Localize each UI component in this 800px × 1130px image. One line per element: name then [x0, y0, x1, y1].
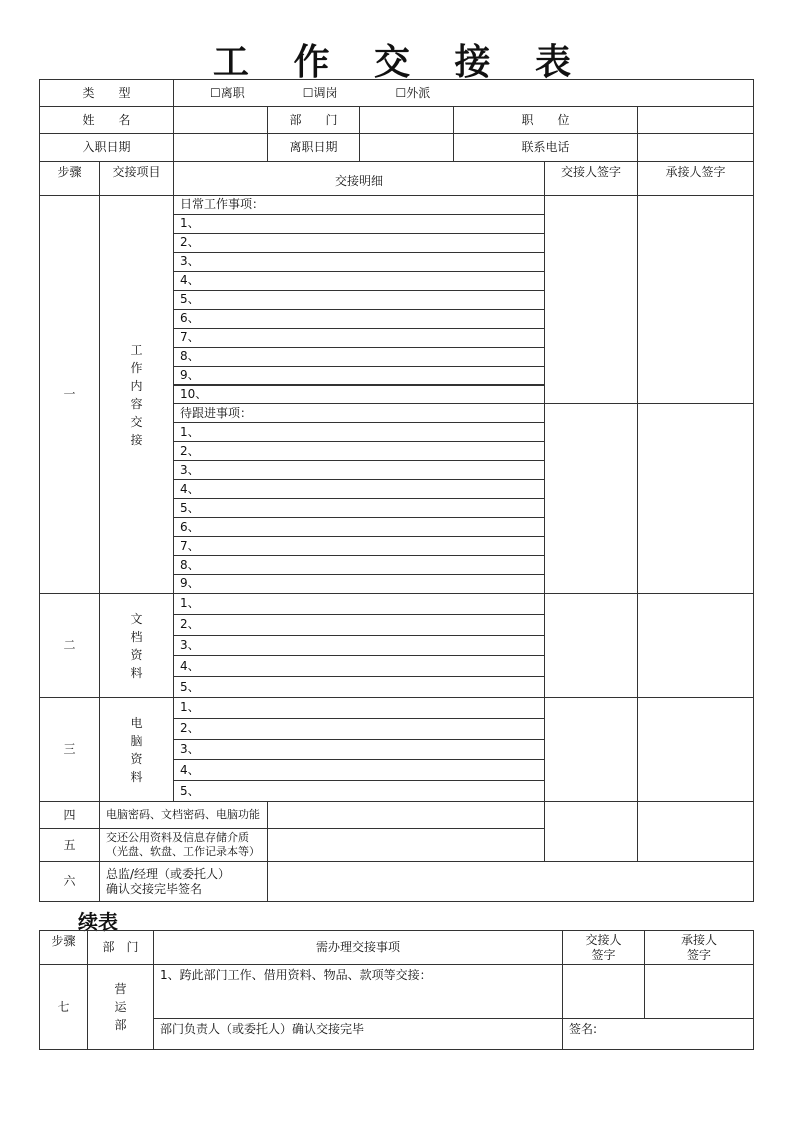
cont-col-receiver-line: 承接人	[680, 932, 717, 947]
join-date-value[interactable]	[173, 133, 268, 162]
computer-item-row[interactable]: 4、	[173, 759, 545, 781]
daily-item-row[interactable]: 2、	[173, 233, 545, 253]
cont-dept-operations-char: 运	[114, 1000, 127, 1014]
phone-value[interactable]	[637, 133, 754, 162]
item-documents	[99, 593, 174, 698]
item-work-content-char: 作	[130, 360, 143, 375]
followup-handover-sign[interactable]	[544, 403, 638, 594]
cont-col-matters: 需办理交接事项	[153, 930, 563, 965]
document-title: 工 作 交 接 表	[212, 42, 588, 83]
return-media-detail[interactable]	[267, 828, 545, 862]
computer-item-row[interactable]: 5、	[173, 780, 545, 802]
cont-dept-operations	[87, 964, 154, 1050]
leave-date-label: 离职日期	[267, 133, 360, 162]
step-6: 六	[39, 861, 100, 902]
item-documents-char: 资	[130, 647, 143, 662]
followup-item-row[interactable]: 3、	[173, 460, 545, 480]
cont-dept-operations-char: 部	[114, 1018, 127, 1032]
cont-col-receiver	[644, 930, 754, 965]
item-computer-char: 资	[130, 751, 143, 766]
item-work-content-char: 接	[130, 432, 143, 447]
dept-value[interactable]	[359, 106, 454, 134]
join-date-label: 入职日期	[39, 133, 174, 162]
item-manager-confirm-line: 确认交接完毕签名	[106, 881, 203, 896]
daily-item-row[interactable]: 3、	[173, 252, 545, 272]
followup-item-row[interactable]: 6、	[173, 517, 545, 537]
step-5: 五	[39, 828, 100, 862]
daily-receiver-sign[interactable]	[637, 195, 754, 404]
cont-col-step: 步骤	[39, 930, 88, 965]
documents-item-row[interactable]: 3、	[173, 635, 545, 657]
item-documents-char: 档	[130, 629, 143, 644]
cont-dept-operations-char: 营	[114, 982, 127, 996]
type-options	[173, 79, 754, 107]
item-work-content-char: 交	[130, 414, 143, 429]
item-return-media	[99, 828, 268, 862]
daily-item-row[interactable]: 4、	[173, 271, 545, 291]
cont-step-7: 七	[39, 964, 88, 1050]
item-documents-char: 文	[130, 611, 143, 626]
rows45-receiver-sign[interactable]	[637, 801, 754, 862]
col-detail: 交接明细	[173, 161, 545, 196]
followup-item-row[interactable]: 9、	[173, 574, 545, 594]
item-work-content-char: 内	[130, 378, 143, 393]
phone-label: 联系电话	[453, 133, 638, 162]
continuation-title: 续表	[78, 910, 118, 934]
manager-signature[interactable]	[267, 861, 754, 902]
name-label: 姓 名	[39, 106, 174, 134]
documents-item-row[interactable]: 5、	[173, 676, 545, 698]
item-documents-char: 料	[130, 665, 143, 680]
position-label: 职 位	[453, 106, 638, 134]
cont-handover-sign[interactable]	[562, 964, 645, 1019]
documents-item-row[interactable]: 4、	[173, 655, 545, 677]
daily-title: 日常工作事项：	[173, 195, 545, 215]
item-computer-char: 料	[130, 769, 143, 784]
item-passwords: 电脑密码、文档密码、电脑功能	[99, 801, 268, 829]
item-computer	[99, 697, 174, 802]
followup-item-row[interactable]: 5、	[173, 498, 545, 518]
daily-item-row[interactable]: 9、	[173, 366, 545, 386]
daily-item-row[interactable]: 10、	[173, 385, 545, 405]
cont-col-dept: 部 门	[87, 930, 154, 965]
step-documents: 二	[39, 593, 100, 698]
daily-item-row[interactable]: 7、	[173, 328, 545, 348]
followup-title: 待跟进事项：	[173, 403, 545, 423]
documents-item-row[interactable]: 1、	[173, 593, 545, 615]
passwords-detail[interactable]	[267, 801, 545, 829]
name-value[interactable]	[173, 106, 268, 134]
type-label: 类 型	[39, 79, 174, 107]
followup-item-row[interactable]: 7、	[173, 536, 545, 556]
cont-receiver-sign[interactable]	[644, 964, 754, 1019]
followup-item-row[interactable]: 2、	[173, 441, 545, 461]
item-manager-confirm	[99, 861, 268, 902]
type-option-checkbox-0[interactable]: ☐离职	[210, 85, 245, 100]
followup-receiver-sign[interactable]	[637, 403, 754, 594]
documents-receiver-sign[interactable]	[637, 593, 754, 698]
cont-sign[interactable]: 签名:	[562, 1018, 754, 1050]
followup-item-row[interactable]: 4、	[173, 479, 545, 499]
col-handover-sign: 交接人签字	[544, 161, 638, 196]
daily-item-row[interactable]: 6、	[173, 309, 545, 329]
cont-col-receiver-line: 签字	[686, 947, 711, 962]
item-work-content-char: 工	[130, 342, 143, 357]
cont-confirm: 部门负责人（或委托人）确认交接完毕	[153, 1018, 563, 1050]
item-return-media-line: （光盘、软盘、工作记录本等）	[106, 845, 260, 858]
col-step: 步骤	[39, 161, 100, 196]
item-computer-char: 电	[130, 715, 143, 730]
type-option-checkbox-1[interactable]: ☐调岗	[302, 85, 338, 100]
daily-item-row[interactable]: 1、	[173, 214, 545, 234]
item-computer-char: 脑	[130, 733, 143, 748]
type-option-checkbox-2[interactable]: ☐外派	[395, 85, 431, 100]
computer-handover-sign[interactable]	[544, 697, 638, 802]
cont-col-handover-line: 交接人	[585, 932, 622, 947]
cont-col-handover-line: 签字	[591, 947, 616, 962]
computer-item-row[interactable]: 2、	[173, 718, 545, 740]
followup-item-row[interactable]: 1、	[173, 422, 545, 442]
daily-item-row[interactable]: 8、	[173, 347, 545, 367]
col-item: 交接项目	[99, 161, 174, 196]
step-4: 四	[39, 801, 100, 829]
position-value[interactable]	[637, 106, 754, 134]
daily-item-row[interactable]: 5、	[173, 290, 545, 310]
step-computer: 三	[39, 697, 100, 802]
documents-item-row[interactable]: 2、	[173, 614, 545, 636]
leave-date-value[interactable]	[359, 133, 454, 162]
item-return-media-line: 交还公用资料及信息存储介质	[106, 831, 249, 845]
computer-item-row[interactable]: 3、	[173, 739, 545, 761]
cont-col-handover	[562, 930, 645, 965]
col-receiver-sign: 承接人签字	[637, 161, 754, 196]
documents-handover-sign[interactable]	[544, 593, 638, 698]
computer-item-row[interactable]: 1、	[173, 697, 545, 719]
item-manager-confirm-line: 总监/经理（或委托人）	[106, 866, 231, 881]
computer-receiver-sign[interactable]	[637, 697, 754, 802]
item-work-content	[99, 195, 174, 594]
followup-item-row[interactable]: 8、	[173, 555, 545, 575]
item-work-content-char: 容	[130, 396, 143, 411]
step-1: 一	[39, 195, 100, 594]
cont-matter-1[interactable]: 1、跨此部门工作、借用资料、物品、款项等交接：	[153, 964, 563, 1019]
rows45-handover-sign[interactable]	[544, 801, 638, 862]
dept-label: 部 门	[267, 106, 360, 134]
daily-handover-sign[interactable]	[544, 195, 638, 404]
